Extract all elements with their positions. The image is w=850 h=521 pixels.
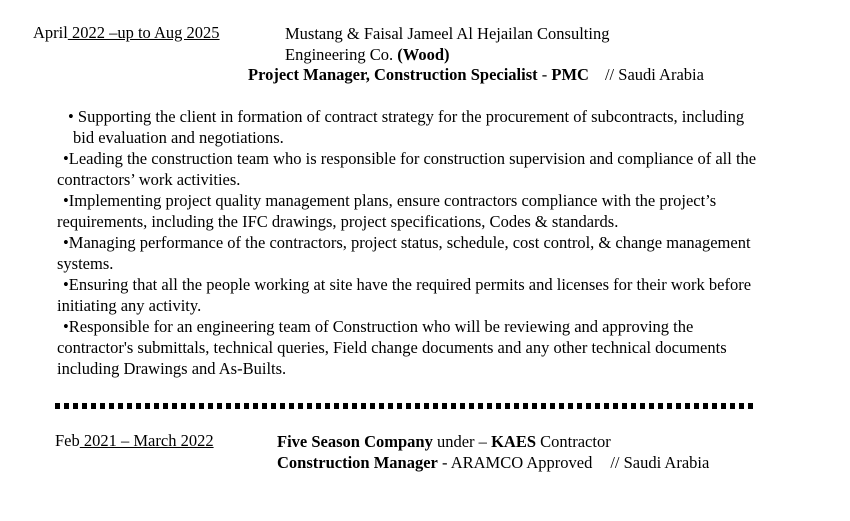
job1-company-line1: Mustang & Faisal Jameel Al Hejailan Consulting [285, 24, 610, 43]
job1-company-line2-regular: Engineering Co. [285, 45, 398, 64]
bullet-item: •Responsible for an engineering team of Construction who will be reviewing and approving the contractor's submittals, technical queries, Field change documents and any other technical documents including Drawings and As-Builts. [57, 317, 727, 378]
job2-company-bold: Five Season Company [277, 432, 433, 451]
job1-company-line2-bold: (Wood) [397, 45, 450, 64]
job2-block [277, 431, 709, 473]
job2-contractor-suffix: Contractor [536, 432, 611, 451]
job2-company-mid: under – [432, 432, 492, 451]
job1-date-prefix: April [33, 23, 68, 42]
job1-company-line2 [285, 44, 609, 65]
job1-date-range [33, 23, 220, 43]
bullet-item: •Managing performance of the contractors, project status, schedule, cost control, & change management systems. [57, 233, 751, 273]
bullet-item: • Supporting the client in formation of contract strategy for the procurement of subcontracts, including bid evaluation and negotiations. [68, 107, 745, 147]
job2-contractor-bold: KAES [491, 432, 536, 451]
bullet-item: •Ensuring that all the people working at site have the required permits and licenses for their work before initiating any activity. [57, 275, 752, 315]
job2-date-range [55, 431, 214, 451]
bullet-item: •Implementing project quality management plans, ensure contractors compliance with the project’s requirements, including the IFC drawings, project specifications, Codes & standards. [57, 191, 717, 231]
job2-title-line [277, 452, 709, 473]
job2-date-underlined: 2021 – March 2022 [79, 431, 214, 450]
job2-title-bold: Construction Manager [277, 453, 438, 472]
job1-location: // Saudi Arabia [604, 65, 704, 84]
job1-title [248, 65, 704, 85]
job1-title-bold: Project Manager, Construction Specialist [248, 65, 538, 84]
bullet-item: •Leading the construction team who is responsible for construction supervision and compliance of all the contractors’ work activities. [57, 149, 757, 189]
job1-date-underlined: 2022 –up to Aug 2025 [67, 23, 220, 42]
job1-bullet-list [57, 106, 757, 379]
job2-date-prefix: Feb [55, 431, 80, 450]
job2-company-line [277, 431, 709, 452]
job1-company [285, 23, 609, 65]
job2-location: // Saudi Arabia [610, 453, 710, 472]
dotted-divider [55, 403, 755, 409]
job1-title-separator: - [537, 65, 552, 84]
job2-title-regular: - ARAMCO Approved [437, 453, 593, 472]
job1-title-abbrev: PMC [551, 65, 589, 84]
